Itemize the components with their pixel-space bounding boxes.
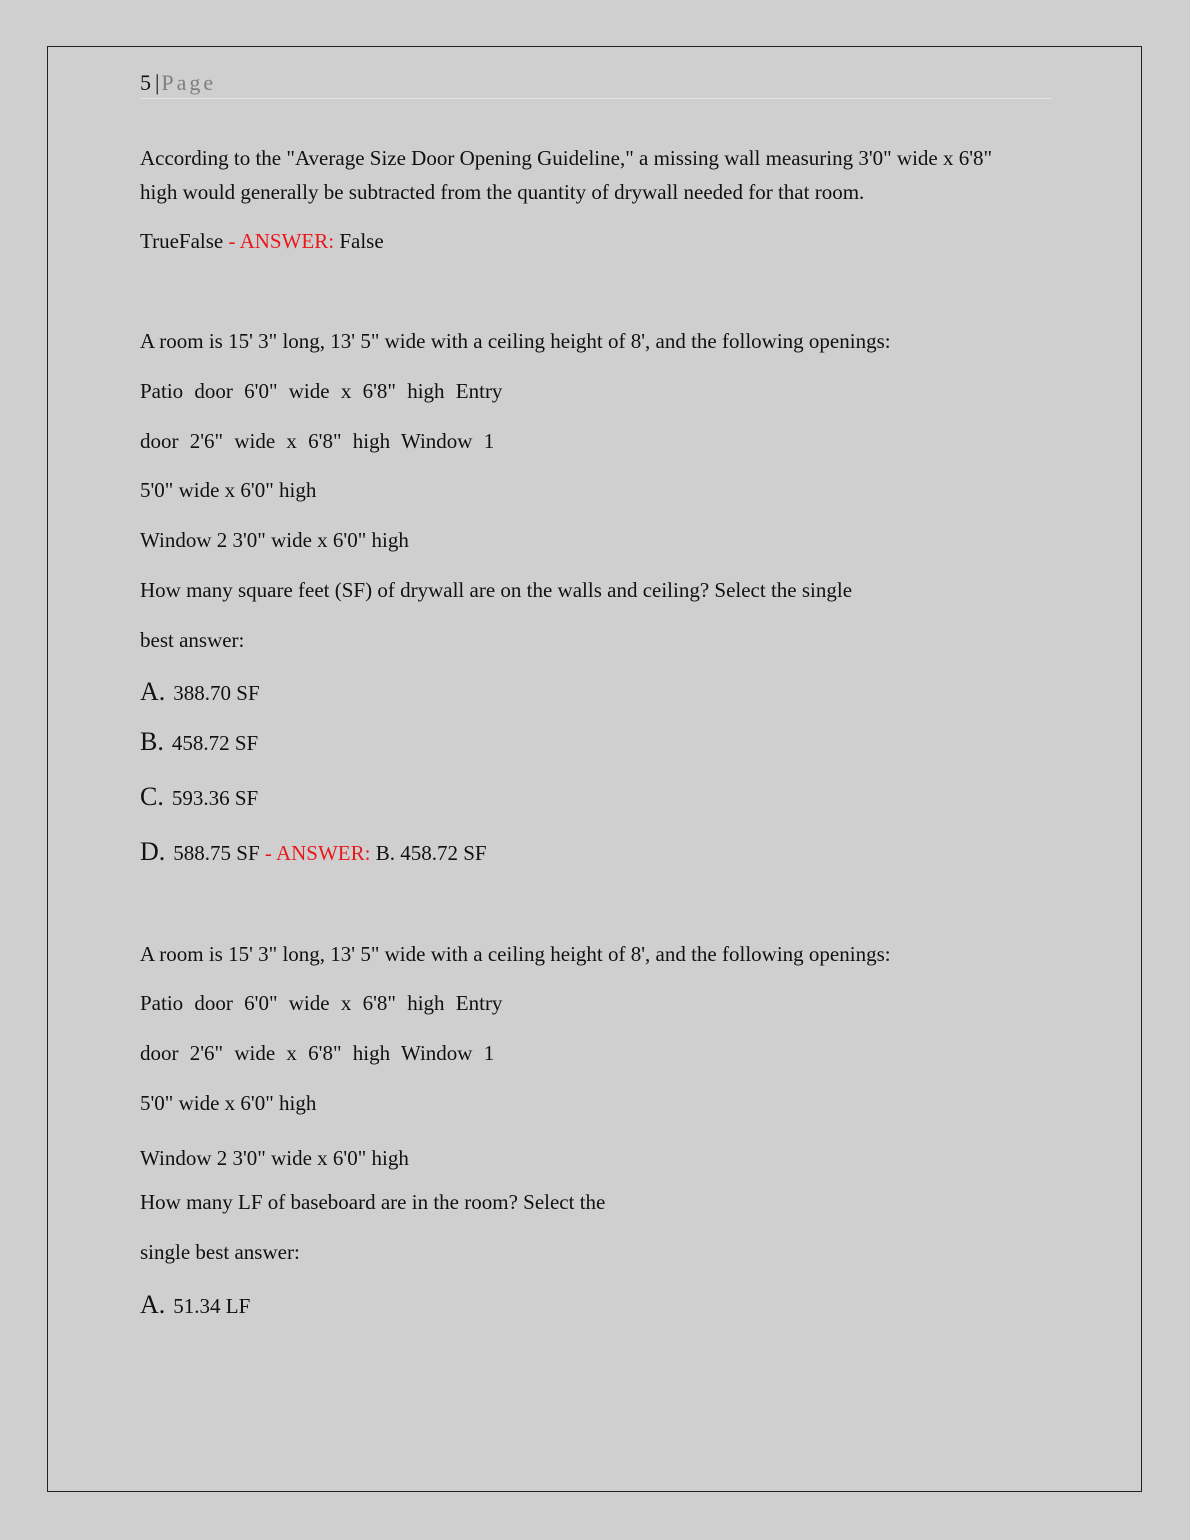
q3-intro: A room is 15' 3" long, 13' 5" wide with a ceiling height of 8', and the following openings: <box>140 942 891 966</box>
choice-letter: C. <box>140 782 164 811</box>
choice-text: 588.75 SF <box>173 841 260 865</box>
q2-answer: B. 458.72 SF <box>370 841 487 865</box>
q3-question-line-1: How many LF of baseboard are in the room? Select the <box>140 1190 606 1214</box>
page-number: 5 <box>140 70 151 95</box>
choice-text: 388.70 SF <box>173 681 260 705</box>
q3-choice-a <box>140 1292 250 1319</box>
q3-opening-line-3: 5'0" wide x 6'0" high <box>140 1091 317 1115</box>
choice-text: 458.72 SF <box>171 731 259 755</box>
q3-question-line-2: single best answer: <box>140 1240 300 1264</box>
q1-answer-line <box>140 228 384 254</box>
q2-choice-c <box>140 784 258 811</box>
q1-text-line-2: high would generally be subtracted from the quantity of drywall needed for that room. <box>140 180 865 204</box>
header-separator: | <box>155 70 160 95</box>
choice-letter: D. <box>140 837 166 866</box>
q3-opening-line-2: door 2'6" wide x 6'8" high Window 1 <box>140 1041 495 1065</box>
page-label: Page <box>161 70 217 95</box>
q2-opening-line-2: door 2'6" wide x 6'8" high Window 1 <box>140 429 495 453</box>
choice-text: 51.34 LF <box>173 1294 251 1318</box>
q2-choice-b <box>140 729 258 756</box>
q2-choice-d <box>140 839 487 866</box>
q2-choice-a <box>140 679 260 706</box>
q2-question-line-1: How many square feet (SF) of drywall are on the walls and ceiling? Select the single <box>140 578 853 602</box>
q2-opening-line-4: Window 2 3'0" wide x 6'0" high <box>140 528 409 552</box>
q2-answer-prefix: - ANSWER: <box>259 841 371 865</box>
q2-question-line-2: best answer: <box>140 628 245 652</box>
choice-letter: B. <box>140 727 164 756</box>
choice-text: 593.36 SF <box>171 786 259 810</box>
q3-opening-line-4: Window 2 3'0" wide x 6'0" high <box>140 1146 409 1170</box>
choice-letter: A. <box>140 1290 166 1319</box>
q1-answer-prefix: - ANSWER: <box>223 229 335 253</box>
q2-opening-line-3: 5'0" wide x 6'0" high <box>140 478 317 502</box>
q1-options: TrueFalse <box>140 229 224 253</box>
q1-text-line-1: According to the "Average Size Door Opening Guideline," a missing wall measuring 3'0" wide x 6'8" <box>140 146 993 170</box>
page-header <box>140 70 1052 99</box>
q1-answer: False <box>334 229 384 253</box>
page-border <box>47 46 1142 1492</box>
q2-intro: A room is 15' 3" long, 13' 5" wide with a ceiling height of 8', and the following openings: <box>140 329 891 353</box>
q3-opening-line-1: Patio door 6'0" wide x 6'8" high Entry <box>140 991 503 1015</box>
choice-letter: A. <box>140 677 166 706</box>
q2-opening-line-1: Patio door 6'0" wide x 6'8" high Entry <box>140 379 503 403</box>
